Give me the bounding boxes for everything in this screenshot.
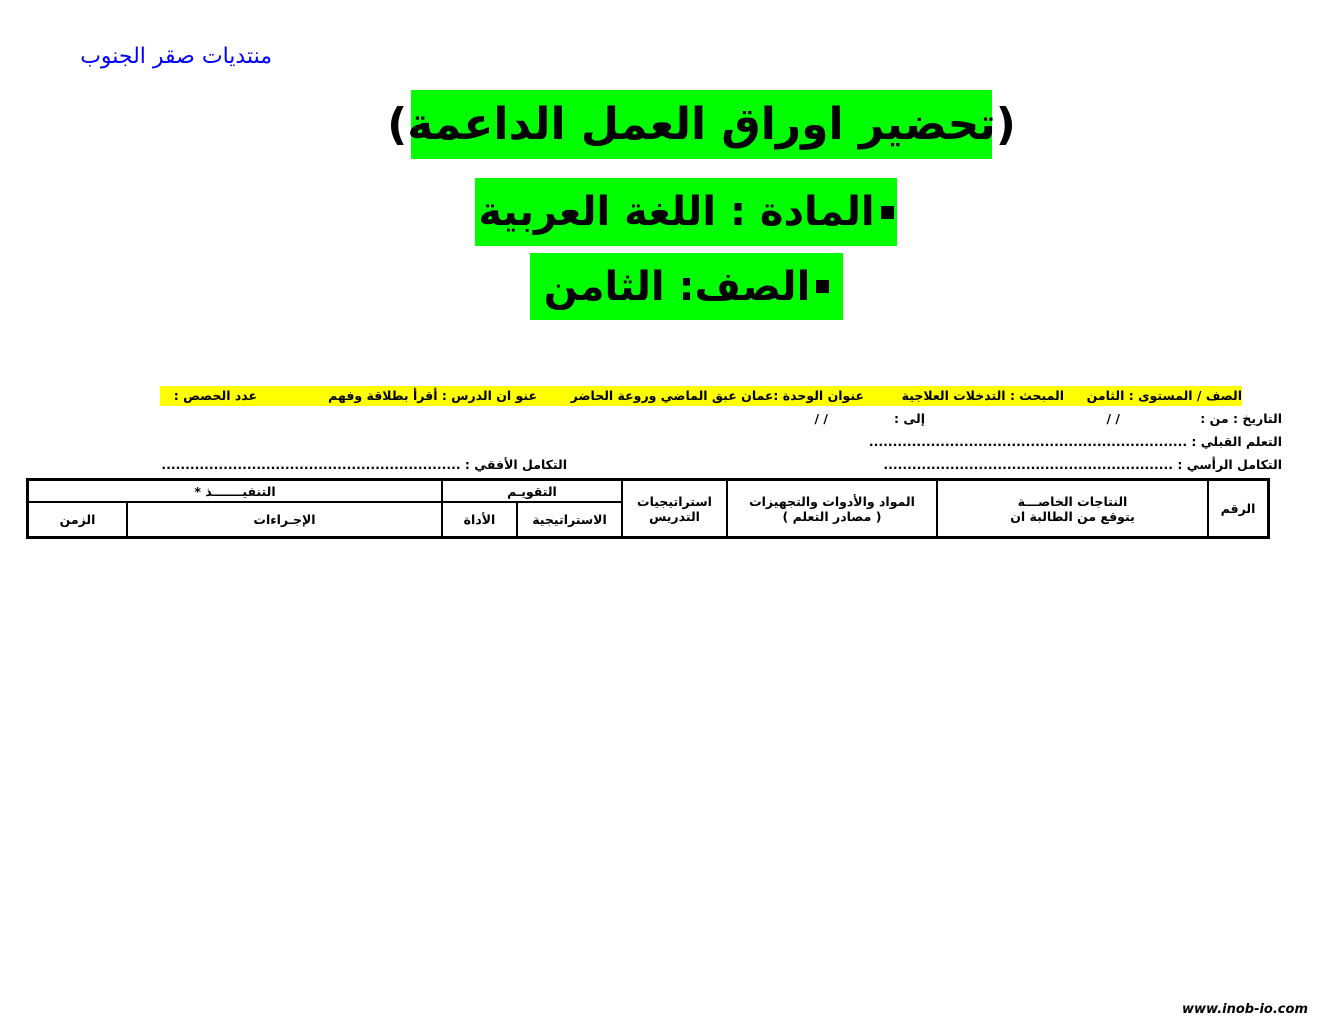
date-from-label: التاريخ : من : [1200,411,1282,426]
footer-url: www.inob-io.com [1182,1002,1308,1017]
square-bullet-icon [816,280,829,293]
date-to-slashes: / / [814,411,828,426]
materials-line2: ( مصادر التعلم ) [782,508,882,524]
subject-banner [475,178,897,246]
periods-label: عدد الحصص : [173,388,257,403]
materials-line1: المواد والأدوات والتجهيزات [749,493,915,509]
time-header: الزمن [28,502,127,537]
vertical-integration-label: التكامل الرأسي : ............................................................. [883,457,1282,472]
subject-text: المادة : اللغة العربية [478,189,875,235]
grade-text: الصف: الثامن [543,263,811,310]
square-bullet-icon [881,206,894,219]
materials-header [727,480,937,537]
date-to-label: إلى : [894,411,925,426]
date-from-slashes: / / [1106,411,1120,426]
lesson-info-row [160,386,1242,406]
horizontal-integration-label: التكامل الأفقي : ............................................................... [161,457,567,472]
outcomes-header [937,480,1208,537]
eval-strategy-header: الاستراتيجية [517,502,622,537]
eval-tool-header: الأداة [442,502,517,537]
unit-label: عنوان الوحدة :عمان عبق الماضي وروعة الحاضر [570,388,864,403]
title-text: (تحضير اوراق العمل الداعمة) [387,99,1016,150]
execution-header: التنفيـــــــذ * [28,480,442,502]
level-label: الصف / المستوى : الثامن [1086,388,1242,403]
lesson-label: عنو ان الدرس : أقرأ بطلاقة وفهم [328,388,537,403]
title-banner [387,90,1016,159]
strategies-header [622,480,727,537]
outcomes-line1: النتاجات الخاصـــة [1017,493,1128,509]
strategies-line1: استراتيجيات [637,493,712,509]
lesson-plan-table [26,478,1270,539]
prior-learning-label: التعلم القبلي : ................................................................... [868,434,1282,449]
grade-banner [530,253,843,320]
strategies-line2: التدريس [649,508,700,524]
forum-name: منتديات صقر الجنوب [80,44,272,69]
course-label: المبحث : التدخلات العلاجية [901,388,1064,403]
evaluation-header: التقويـم [442,480,622,502]
procedures-header: الإجـراءات [127,502,442,537]
number-header: الرقم [1208,480,1268,537]
outcomes-line2: يتوقع من الطالبة ان [1010,508,1135,524]
